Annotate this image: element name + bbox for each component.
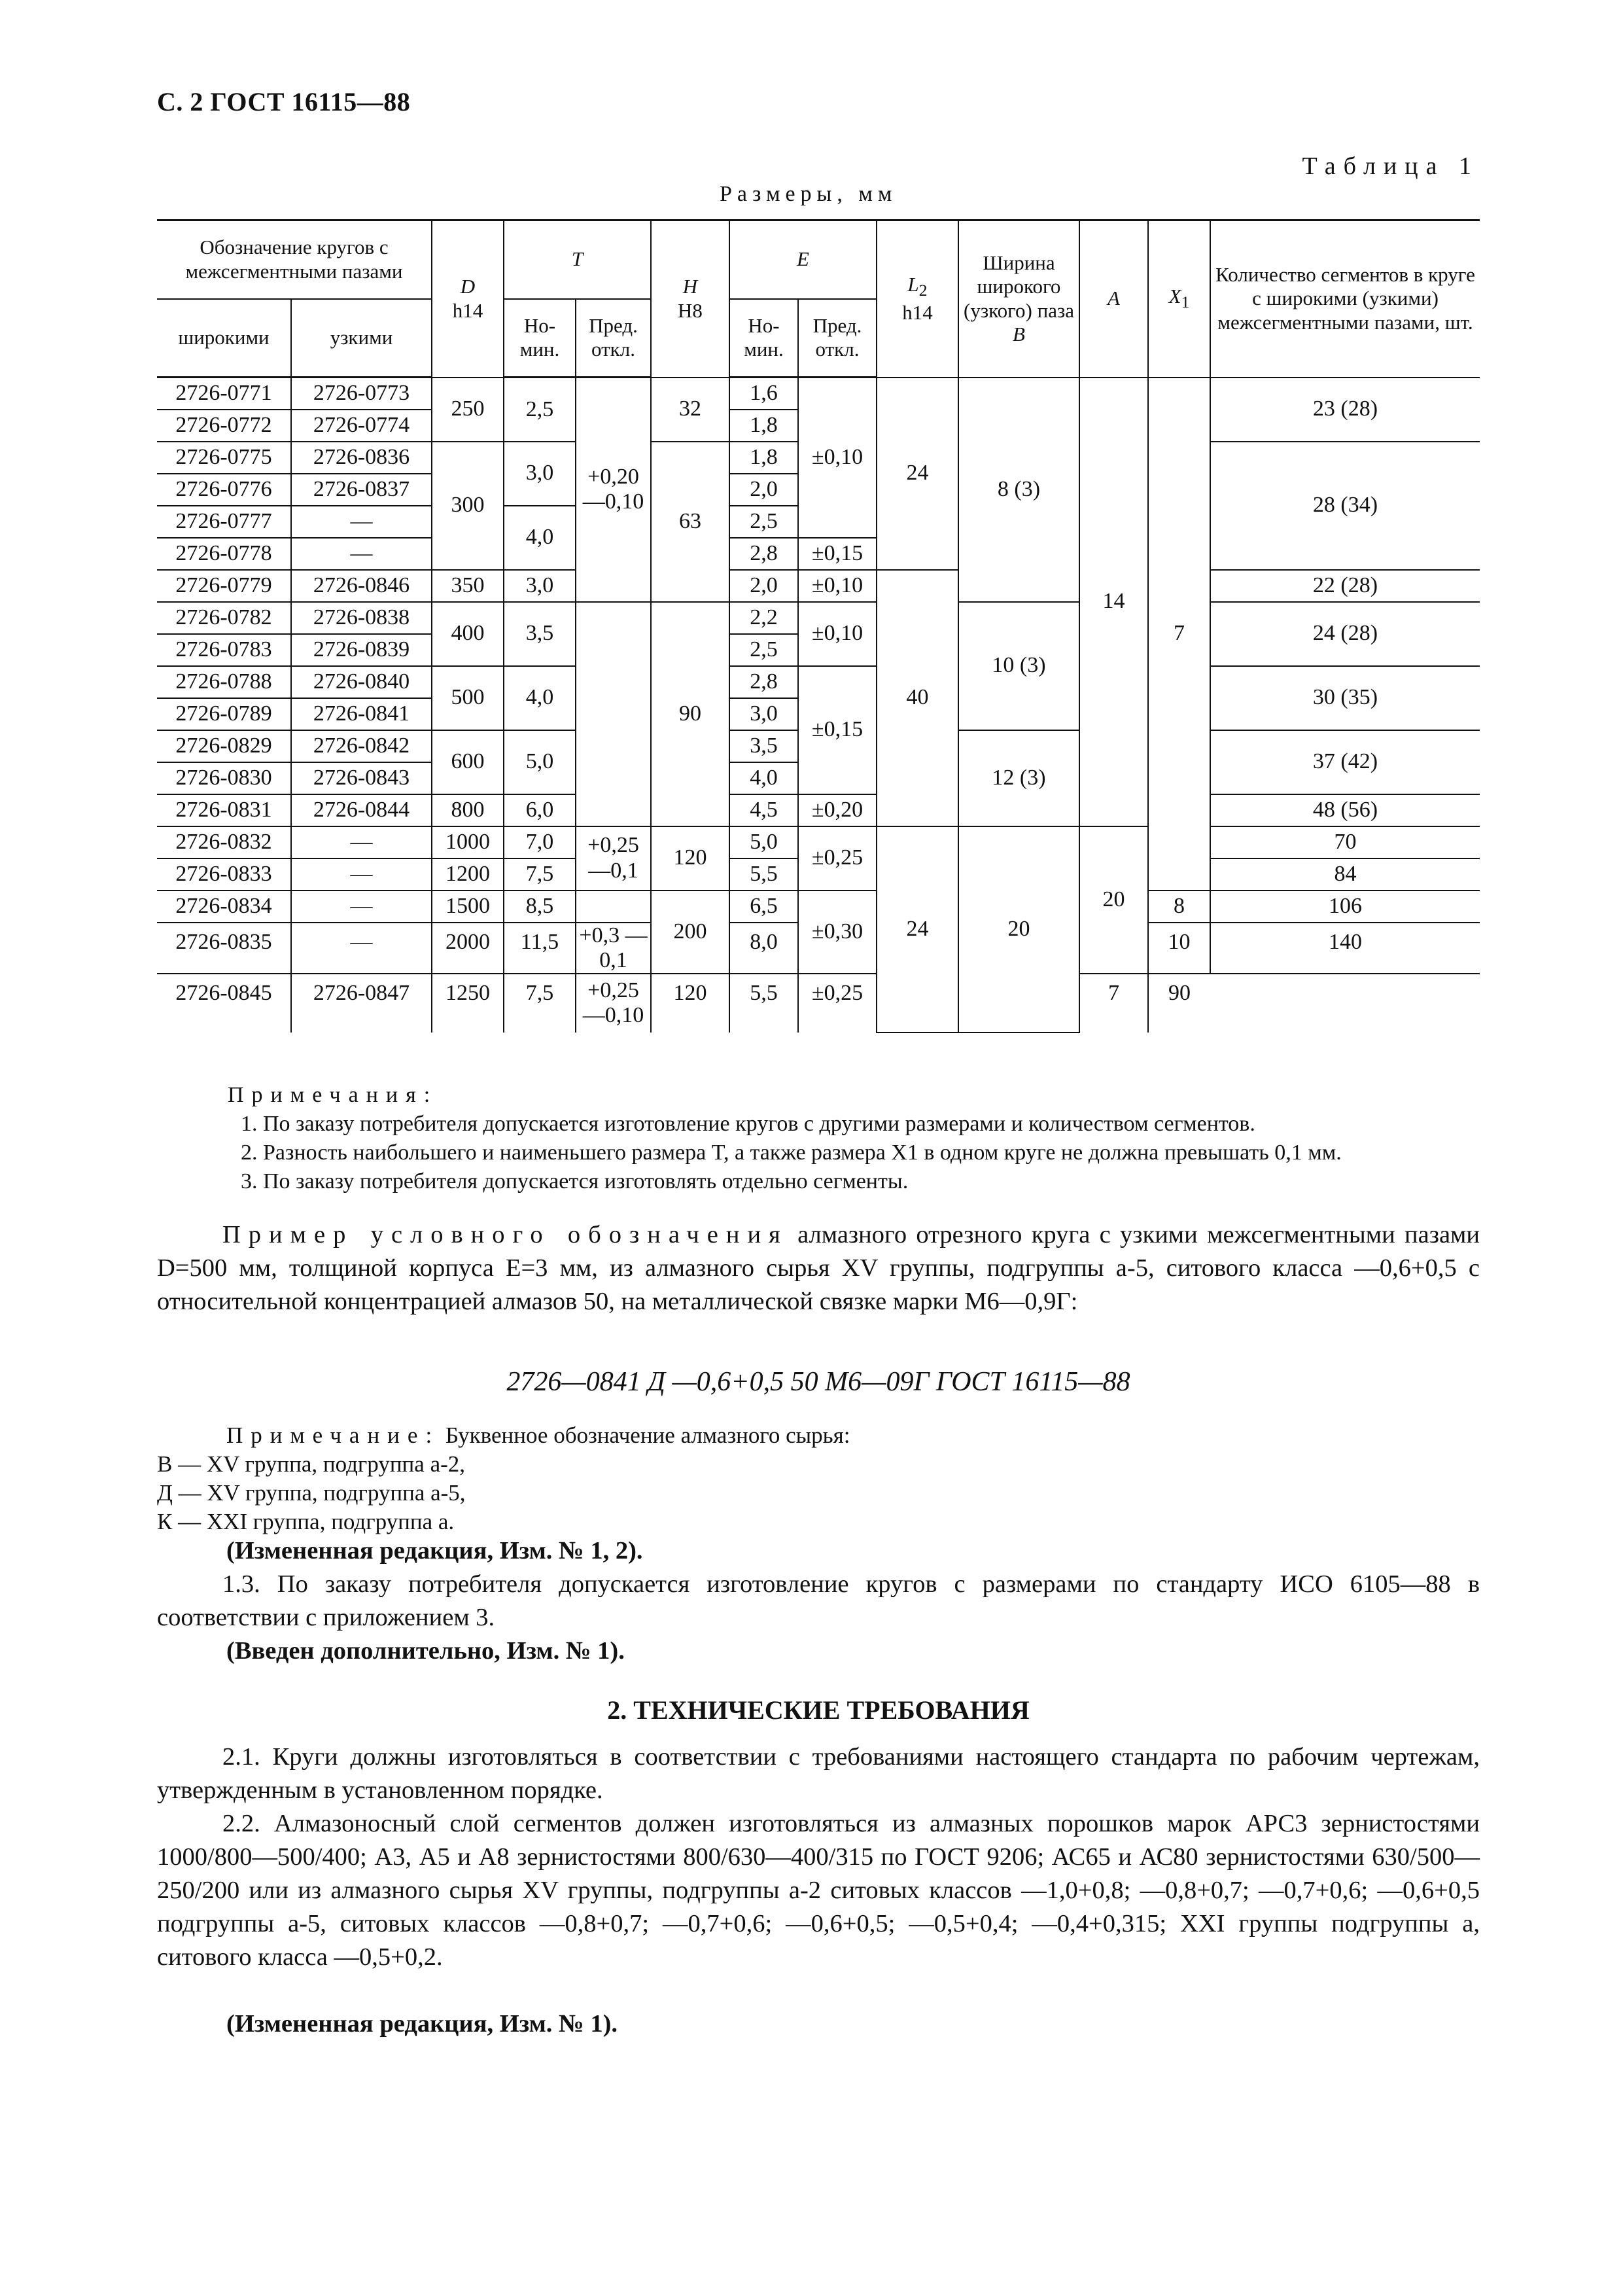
- cell-narrow: 2726-0773: [291, 378, 432, 410]
- cell-narrow: —: [291, 826, 432, 858]
- cell-E-dev: ±0,10: [798, 602, 877, 666]
- table-body: [157, 378, 1480, 1033]
- raw-material-item: Д — XV группа, подгруппа а-5,: [157, 1480, 466, 1506]
- cell-T-dev-empty: [576, 891, 651, 923]
- cell-A: 20: [1079, 826, 1148, 974]
- cell-T-dev: +0,25 —0,10: [576, 974, 651, 1033]
- cell-E-dev: ±0,10: [798, 378, 877, 538]
- cell-E: 3,0: [729, 698, 798, 730]
- col-narrow: узкими: [291, 299, 432, 378]
- cell-D: 400: [432, 602, 504, 666]
- cell-E: 2,2: [729, 602, 798, 634]
- cell-wide: 2726-0829: [157, 730, 291, 762]
- table-row: [157, 974, 1480, 1033]
- cell-wide: 2726-0771: [157, 378, 291, 410]
- cell-count: 70: [1210, 826, 1480, 858]
- table-row: [157, 666, 1480, 698]
- cell-E-dev: ±0,20: [798, 794, 877, 826]
- cell-T: 8,5: [504, 891, 576, 923]
- col-T-nominal: Но- мин.: [504, 299, 576, 378]
- cell-wide: 2726-0833: [157, 858, 291, 891]
- cell-wide: 2726-0777: [157, 506, 291, 538]
- table-header: [157, 221, 1480, 378]
- cell-L2: 40: [877, 570, 958, 826]
- table-row: [157, 794, 1480, 826]
- cell-H: 32: [651, 378, 729, 442]
- cell-B: 20: [958, 826, 1079, 1033]
- cell-H: 120: [651, 826, 729, 891]
- cell-H: 200: [651, 891, 729, 974]
- cell-count: 37 (42): [1210, 730, 1480, 794]
- cell-T: 6,0: [504, 794, 576, 826]
- cell-narrow: 2726-0841: [291, 698, 432, 730]
- table-row: [157, 826, 1480, 858]
- cell-narrow: —: [291, 506, 432, 538]
- example-paragraph: [157, 1218, 1480, 1318]
- cell-wide: 2726-0832: [157, 826, 291, 858]
- cell-count: 90: [1148, 974, 1210, 1033]
- cell-D: 350: [432, 570, 504, 602]
- cell-D: 1250: [432, 974, 504, 1033]
- cell-count: 84: [1210, 858, 1480, 891]
- cell-T: 7,5: [504, 974, 576, 1033]
- cell-narrow: —: [291, 891, 432, 923]
- cell-T-dev-empty: [576, 602, 651, 826]
- raw-material-item: В — XV группа, подгруппа а-2,: [157, 1451, 466, 1477]
- cell-D: 1500: [432, 891, 504, 923]
- cell-narrow: —: [291, 858, 432, 891]
- cell-T: 11,5: [504, 923, 576, 974]
- cell-D: 1200: [432, 858, 504, 891]
- paragraph-2-2: 2.2. Алмазоносный слой сегментов должен изготовляться из алмазных порошков марок АРС3 зернистостями 1000/800—500/400; А3, А5 и А8 зернистостями 800/630—400/315 по ГОСТ 9206; АС65 и АС80 зернистостями 630/500—250/200 или из алмазного сырья XV группы, подгруппы а-2 ситовых классов —1,0+0,8; —0,8+0,7; —0,7+0,6; —0,6+0,5 подгруппы а-5, ситовых классов —0,8+0,7; —0,7+0,6; —0,6+0,5; —0,5+0,4; —0,4+0,315; XXI группы подгруппы а, ситового класса —0,5+0,2.: [157, 1810, 1480, 1971]
- cell-count: 30 (35): [1210, 666, 1480, 730]
- dimensions-table: [157, 219, 1480, 1033]
- change-note-1: (Измененная редакция, Изм. № 1, 2).: [226, 1537, 643, 1564]
- cell-E: 2,8: [729, 538, 798, 570]
- cell-E-dev: ±0,15: [798, 666, 877, 794]
- note-2: 2. Разность наибольшего и наименьшего размера T, а также размера X1 в одном круге не должна превышать 0,1 мм.: [241, 1140, 1342, 1165]
- cell-H: 90: [651, 602, 729, 826]
- cell-E: 1,8: [729, 410, 798, 442]
- change-note-2: (Измененная редакция, Изм. № 1).: [226, 2010, 618, 2038]
- cell-wide: 2726-0783: [157, 634, 291, 666]
- section-2-title: 2. ТЕХНИЧЕСКИЕ ТРЕБОВАНИЯ: [607, 1695, 1030, 1725]
- cell-E: 1,8: [729, 442, 798, 474]
- cell-T: 4,0: [504, 666, 576, 730]
- cell-X1: 7: [1148, 378, 1210, 891]
- cell-count: 28 (34): [1210, 442, 1480, 570]
- cell-E: 5,5: [729, 974, 798, 1033]
- cell-D: 600: [432, 730, 504, 794]
- cell-D: 250: [432, 378, 504, 442]
- cell-T-dev: +0,25 —0,1: [576, 826, 651, 891]
- dimensions-table-wrapper: [157, 219, 1480, 1033]
- paragraph-1-3: 1.3. По заказу потребителя допускается изготовление кругов с размерами по стандарту ИСО 6105—88 в соответствии с приложением 3.: [157, 1570, 1480, 1631]
- cell-wide: 2726-0775: [157, 442, 291, 474]
- cell-E-dev: ±0,15: [798, 538, 877, 570]
- cell-wide: 2726-0776: [157, 474, 291, 506]
- cell-D: 1000: [432, 826, 504, 858]
- cell-wide: 2726-0789: [157, 698, 291, 730]
- cell-narrow: 2726-0843: [291, 762, 432, 794]
- cell-narrow: 2726-0774: [291, 410, 432, 442]
- cell-count: 24 (28): [1210, 602, 1480, 666]
- cell-E-dev: ±0,10: [798, 570, 877, 602]
- cell-T-dev: +0,20 —0,10: [576, 378, 651, 602]
- cell-E: 1,6: [729, 378, 798, 410]
- col-L2: $L_2$ h14: [877, 221, 958, 378]
- col-D: D h14: [432, 221, 504, 378]
- cell-E: 2,0: [729, 474, 798, 506]
- cell-T: 3,5: [504, 602, 576, 666]
- example-formula: 2726—0841 Д —0,6+0,5 50 М6—09Г ГОСТ 16115—88: [506, 1367, 1130, 1397]
- col-X1: $X_1$: [1148, 221, 1210, 378]
- cell-T: 3,0: [504, 570, 576, 602]
- cell-T: 5,0: [504, 730, 576, 794]
- table-notes: [157, 1081, 1480, 1196]
- col-segment-count: Количество сегментов в круге с широкими (узкими) межсегментными пазами, шт.: [1210, 221, 1480, 378]
- cell-narrow: 2726-0840: [291, 666, 432, 698]
- cell-narrow: 2726-0837: [291, 474, 432, 506]
- added-note: (Введен дополнительно, Изм. № 1).: [226, 1637, 625, 1665]
- cell-T-dev: +0,3 —0,1: [576, 923, 651, 974]
- cell-wide: 2726-0778: [157, 538, 291, 570]
- page-header: С. 2 ГОСТ 16115—88: [157, 87, 411, 116]
- notes-title: Примечания:: [228, 1083, 438, 1107]
- cell-narrow: 2726-0842: [291, 730, 432, 762]
- col-T: T: [504, 221, 651, 299]
- cell-count: 23 (28): [1210, 378, 1480, 442]
- raw-material-note: [157, 1421, 1469, 1450]
- cell-E: 2,0: [729, 570, 798, 602]
- cell-X1: 7: [1079, 974, 1148, 1033]
- cell-D: 800: [432, 794, 504, 826]
- units-caption: Размеры, мм: [720, 182, 898, 206]
- cell-E: 3,5: [729, 730, 798, 762]
- cell-H: 120: [651, 974, 729, 1033]
- cell-E: 5,5: [729, 858, 798, 891]
- raw-material-note-header: Примечание: Буквенное обозначение алмазного сырья:: [226, 1422, 850, 1448]
- col-E: E: [729, 221, 877, 299]
- col-groove-width: Ширина широкого (узкого) паза B: [958, 221, 1079, 378]
- col-E-nominal: Но- мин.: [729, 299, 798, 378]
- cell-E: 2,5: [729, 506, 798, 538]
- raw-material-list: [157, 1450, 1480, 1536]
- cell-narrow: —: [291, 923, 432, 974]
- cell-wide: 2726-0782: [157, 602, 291, 634]
- cell-D: 500: [432, 666, 504, 730]
- cell-narrow: 2726-0844: [291, 794, 432, 826]
- cell-narrow: 2726-0836: [291, 442, 432, 474]
- cell-T: 3,0: [504, 442, 576, 506]
- cell-wide: 2726-0779: [157, 570, 291, 602]
- col-E-deviation: Пред. откл.: [798, 299, 877, 378]
- col-A: A: [1079, 221, 1148, 378]
- cell-narrow: 2726-0839: [291, 634, 432, 666]
- cell-E-dev: ±0,25: [798, 826, 877, 891]
- col-T-deviation: Пред. откл.: [576, 299, 651, 378]
- cell-B: 12 (3): [958, 730, 1079, 826]
- cell-E: 6,5: [729, 891, 798, 923]
- note-1: 1. По заказу потребителя допускается изготовление кругов с другими размерами и количеством сегментов.: [241, 1112, 1255, 1136]
- cell-X1: 10: [1148, 923, 1210, 974]
- table-row: [157, 570, 1480, 602]
- cell-count: 140: [1210, 923, 1480, 974]
- cell-T: 2,5: [504, 378, 576, 442]
- cell-A: 14: [1079, 378, 1148, 826]
- cell-wide: 2726-0788: [157, 666, 291, 698]
- cell-D: 2000: [432, 923, 504, 974]
- cell-count: 106: [1210, 891, 1480, 923]
- cell-narrow: 2726-0838: [291, 602, 432, 634]
- col-wide: широкими: [157, 299, 291, 378]
- table-row: [157, 602, 1480, 634]
- cell-narrow: 2726-0846: [291, 570, 432, 602]
- cell-wide: 2726-0772: [157, 410, 291, 442]
- cell-wide: 2726-0830: [157, 762, 291, 794]
- cell-E: 8,0: [729, 923, 798, 974]
- cell-E: 5,0: [729, 826, 798, 858]
- cell-narrow: 2726-0847: [291, 974, 432, 1033]
- cell-E-dev: ±0,25: [798, 974, 877, 1033]
- cell-L2: 24: [877, 378, 958, 570]
- cell-count: 22 (28): [1210, 570, 1480, 602]
- col-H: H H8: [651, 221, 729, 378]
- cell-E: 2,5: [729, 634, 798, 666]
- example-text: алмазного отрезного круга с узкими межсегментными пазами D=500 мм, толщиной корпуса E=3 мм, из алмазного сырья XV группы, подгруппы а-5, ситового класса —0,6+0,5 с относительной концентрацией алмазов 50, на металлической связке марки М6—0,9Г:: [157, 1221, 1480, 1315]
- cell-T: 7,0: [504, 826, 576, 858]
- cell-wide: 2726-0845: [157, 974, 291, 1033]
- paragraph-2-1: 2.1. Круги должны изготовляться в соответствии с требованиями настоящего стандарта по рабочим чертежам, утвержденным в установленном порядке.: [157, 1743, 1480, 1804]
- cell-D: 300: [432, 442, 504, 570]
- cell-L2: 24: [877, 826, 958, 1033]
- example-lead: Пример условного обозначения: [222, 1221, 788, 1248]
- cell-wide: 2726-0834: [157, 891, 291, 923]
- cell-T: 4,0: [504, 506, 576, 570]
- table-label: Таблица 1: [1302, 152, 1479, 180]
- cell-E: 4,0: [729, 762, 798, 794]
- cell-count: 48 (56): [1210, 794, 1480, 826]
- cell-X1: 8: [1148, 891, 1210, 923]
- note-3: 3. По заказу потребителя допускается изготовлять отдельно сегменты.: [241, 1169, 909, 1193]
- cell-wide: 2726-0831: [157, 794, 291, 826]
- cell-E-dev: ±0,30: [798, 891, 877, 974]
- raw-material-item: К — XXI группа, подгруппа а.: [157, 1509, 455, 1534]
- cell-wide: 2726-0835: [157, 923, 291, 974]
- cell-T: 7,5: [504, 858, 576, 891]
- table-row: [157, 891, 1480, 923]
- cell-H: 63: [651, 442, 729, 602]
- table-row: [157, 378, 1480, 410]
- cell-B: 10 (3): [958, 602, 1079, 730]
- cell-E: 4,5: [729, 794, 798, 826]
- cell-E: 2,8: [729, 666, 798, 698]
- cell-B: 8 (3): [958, 378, 1079, 602]
- col-designation: Обозначение кругов с межсегментными пазами: [157, 221, 432, 299]
- cell-narrow: —: [291, 538, 432, 570]
